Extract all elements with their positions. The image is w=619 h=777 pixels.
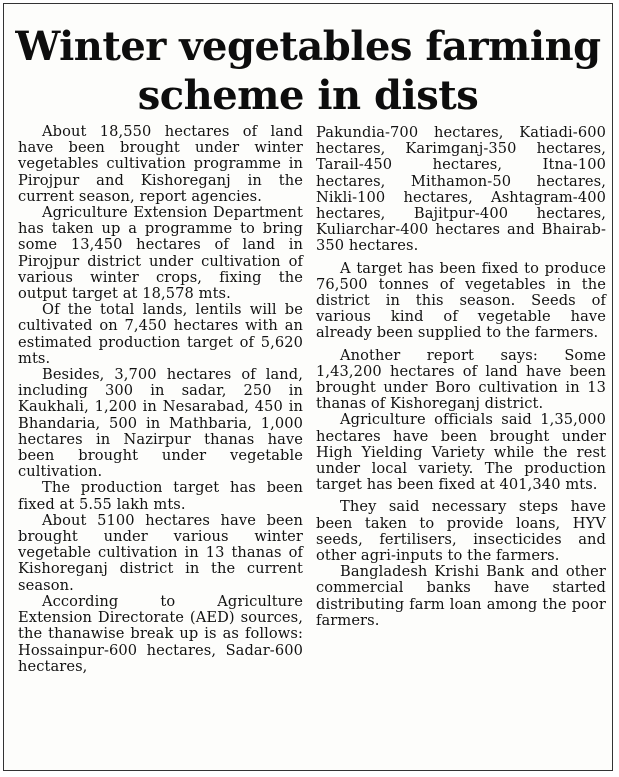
- left-column: [18, 124, 303, 675]
- paragraph: A target has been fixed to produce 76,500 tonnes of vegetables in the district in this season. Seeds of various kind of vegetable have already been supplied to the farmers.: [316, 259, 606, 342]
- headline: [4, 22, 612, 120]
- paragraph: Agriculture officials said 1,35,000 hectares have been brought under High Yielding Variety while the rest under local variety. The production target has been fixed at 401,340 mts.: [316, 411, 606, 494]
- headline-line-2: scheme in dists: [137, 72, 479, 119]
- paragraph: The production target has been fixed at 5.55 lakh mts.: [18, 479, 303, 513]
- paragraph: Bangladesh Krishi Bank and other commercial banks have started distributing farm loan among the poor farmers.: [316, 563, 606, 629]
- paragraph: About 18,550 hectares of land have been brought under winter vegetables cultivation programme in Pirojpur and Kishoreganj in the current season, report agencies.: [18, 123, 303, 205]
- paragraph: Pakundia-700 hectares, Katiadi-600 hectares, Karimganj-350 hectares, Tarail-450 hectares, Itna-100 hectares, Mithamon-50 hectares, Nikli-100 hectares, Ashtagram-400 hectares, Bajitpur-400 hectares, Kuliarchar-400 hectares and Bhairab-350 hectares.: [316, 124, 606, 255]
- paragraph: Another report says: Some 1,43,200 hectares of land have been brought under Boro cultivation in 13 thanas of Kishoreganj district.: [316, 346, 606, 413]
- newspaper-clipping: [3, 3, 613, 771]
- paragraph: Agriculture Extension Department has taken up a programme to bring some 13,450 hectares of land in Pirojpur district under cultivation of various winter crops, fixing the output target at 18,578 mts.: [18, 204, 303, 303]
- paragraph: Of the total lands, lentils will be cultivated on 7,450 hectares with an estimated production target of 5,620 mts.: [18, 301, 303, 367]
- paragraph: According to Agriculture Extension Directorate (AED) sources, the thanawise break up is as follows: Hossainpur-600 hectares, Sadar-600 hectares,: [18, 592, 303, 675]
- paragraph: They said necessary steps have been taken to provide loans, HYV seeds, fertilisers, insecticides and other agri-inputs to the farmers.: [316, 498, 606, 565]
- headline-line-1: Winter vegetables farming: [15, 23, 601, 70]
- paragraph: Besides, 3,700 hectares of land, including 300 in sadar, 250 in Kaukhali, 1,200 in Nesarabad, 450 in Bhandaria, 500 in Mathbaria, 1,000 hectares in Nazirpur thanas have been brought under vegetable cultivation.: [18, 366, 303, 481]
- right-column: [316, 125, 606, 629]
- paragraph: About 5100 hectares have been brought under various winter vegetable cultivation in 13 thanas of Kishoreganj district in the current season.: [18, 511, 303, 594]
